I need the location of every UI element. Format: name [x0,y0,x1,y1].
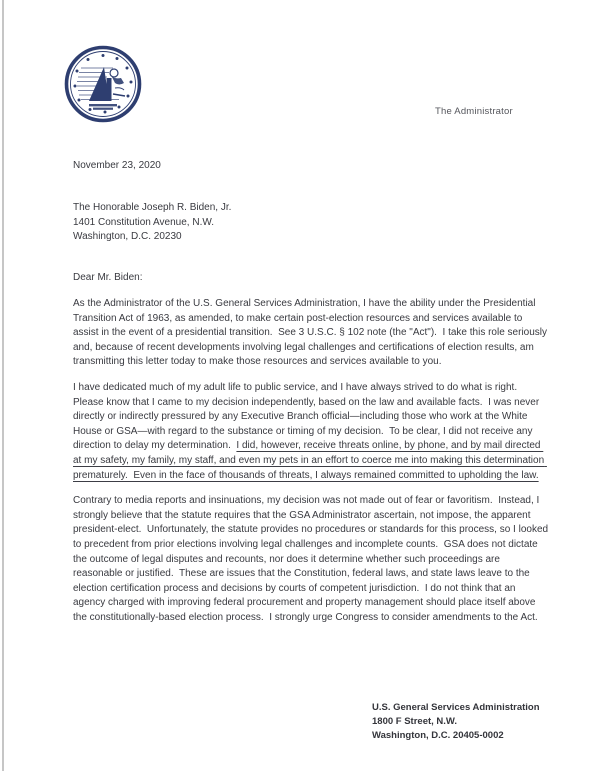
body-paragraph-2 [73,381,549,483]
letter-body [73,297,549,636]
letter-date: November 23, 2020 [73,160,161,171]
footer-street: 1800 F Street, N.W. [372,716,458,727]
footer-city: Washington, D.C. 20405-0002 [372,730,504,741]
underlined-threats-passage: I did, however, receive threats online, by phone, and by mail directed at my safety, my family, my staff, and even my pets in an effort to coerce me into making this determination prematurely. Even in the face of thousands of threats, I always remained committed to upholding the law. [73,440,547,481]
body-paragraph-1: As the Administrator of the U.S. General Services Administration, I have the ability under the Presidential Transition Act of 1963, as amended, to make certain post-election resources and services available to assist in the event of a presidential transition. See 3 U.S.C. § 102 note (the "Act"). I take this role seriously and, because of recent developments involving legal challenges and certifications of election results, am transmitting this letter today to make those resources and services available to you. [73,298,550,368]
gsa-seal-icon [63,42,143,126]
recipient-street: 1401 Constitution Avenue, N.W. [73,216,215,228]
recipient-name: The Honorable Joseph R. Biden, Jr. [73,202,232,213]
footer-agency: U.S. General Services Administration [372,702,540,713]
administrator-label: The Administrator [435,106,513,117]
recipient-city: Washington, D.C. 20230 [73,231,182,243]
salutation: Dear Mr. Biden: [73,272,143,283]
page-edge-line [2,0,4,771]
body-paragraph-3: Contrary to media reports and insinuations, my decision was not made out of fear or favoritism. Instead, I strongly believe that the statute requires that the GSA Administrator ascertain, not impose, the apparent president-elect. Unfortunately, the statute provides no procedures or standards for this process, so I looked to precedent from prior elections involving legal challenges and incomplete counts. GSA does not dictate the outcome of legal disputes and recounts, nor does it determine whether such proceedings are reasonable or justified. These are issues that the Constitution, federal laws, and state laws leave to the election certification process and decisions by courts of competent jurisdiction. I do not think that an agency charged with improving federal procurement and property management should place itself above the constitutionally-based election process. I strongly urge Congress to consider amendments to the Act. [73,495,551,623]
footer-address [372,701,540,743]
paragraph-2-lead: I have dedicated much of my adult life to public service, and I have always strived to do what is right. Please know that I came to my decision independently, based on the law and available facts. I was never directly or indirectly pressured by any Executive Branch official—including those who work at the White House or GSA—with regard to the substance or timing of my decision. To be clear, I did not receive any direction to delay my determination. [73,381,542,452]
recipient-address [73,201,231,245]
